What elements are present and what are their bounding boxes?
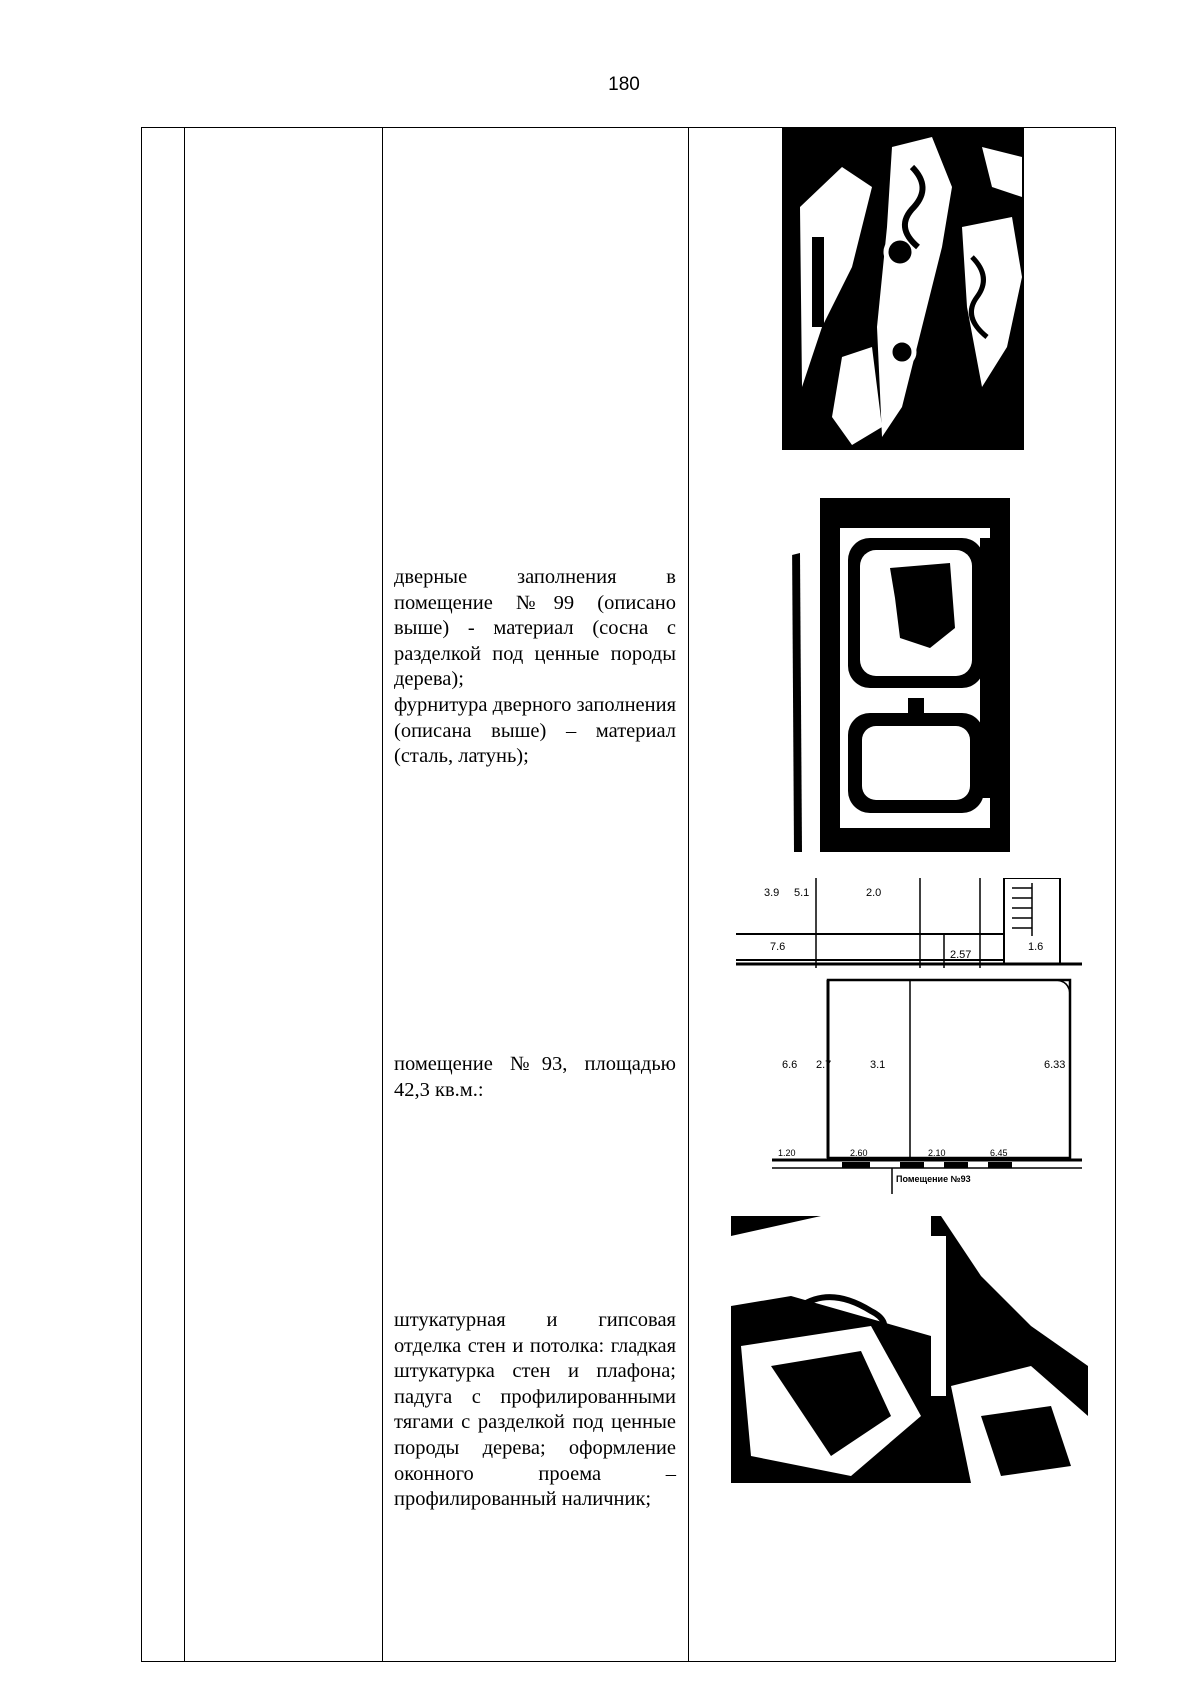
measurement: 2.60 bbox=[850, 1148, 868, 1158]
description-room-93 bbox=[394, 1052, 676, 1103]
column-divider-1 bbox=[184, 127, 185, 1662]
page-number: 180 bbox=[608, 74, 640, 95]
measurement: 2.57 bbox=[950, 949, 972, 961]
floor-plan bbox=[732, 878, 1088, 1200]
measurement: 6.45 bbox=[990, 1148, 1008, 1158]
photo-ornament bbox=[782, 127, 1024, 450]
paragraph: дверные заполнения в помещение №99 (описано выше) - материал (сосна с разделкой под ценные породы дерева); bbox=[394, 566, 676, 691]
measurement: 2.7 bbox=[816, 1059, 832, 1071]
measurement: 1.6 bbox=[1028, 941, 1044, 953]
measurement: 3.9 bbox=[764, 887, 780, 899]
column-divider-3 bbox=[688, 127, 689, 1662]
measurement: 6.33 bbox=[1044, 1059, 1066, 1071]
photo-ceiling bbox=[731, 1216, 1088, 1483]
column-divider-2 bbox=[382, 127, 383, 1662]
room-label: Помещение №93 bbox=[896, 1174, 971, 1184]
measurement: 7.6 bbox=[770, 941, 786, 953]
measurement: 3.1 bbox=[870, 1059, 886, 1071]
paragraph: штукатурная и гипсовая отделка стен и потолка: гладкая штукатурка стен и плафона; падуга с профилированными тягами с разделкой под ценные породы дерева; оформление оконного проема – профилированный наличник; bbox=[394, 1309, 676, 1511]
description-doors bbox=[394, 565, 676, 770]
description-plaster bbox=[394, 1308, 676, 1513]
measurement: 2.10 bbox=[928, 1148, 946, 1158]
paragraph: помещение №93, площадью 42,3 кв.м.: bbox=[394, 1053, 676, 1101]
photo-door bbox=[780, 498, 1010, 852]
measurement: 5.1 bbox=[794, 887, 810, 899]
paragraph: фурнитура дверного заполнения (описана выше) – материал (сталь, латунь); bbox=[394, 693, 677, 768]
measurement: 2.0 bbox=[866, 887, 882, 899]
measurement: 6.6 bbox=[782, 1059, 798, 1071]
measurement: 1.20 bbox=[778, 1148, 796, 1158]
